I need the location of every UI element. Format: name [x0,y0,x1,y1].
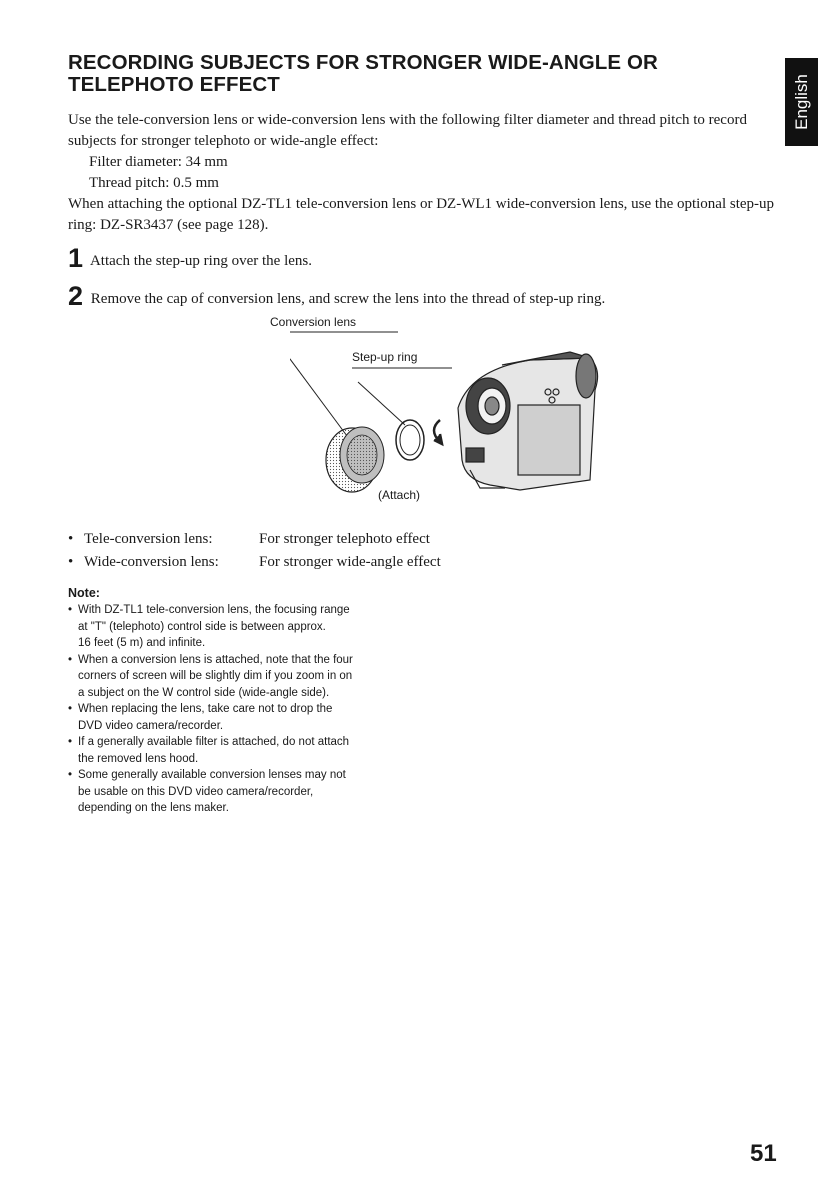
intro-paragraph: Use the tele-conversion lens or wide-conversion lens with the following filter diameter and thread pitch to record subjects for stronger telephoto or wide-angle effect: [68,112,747,149]
page-heading: RECORDING SUBJECTS FOR STRONGER WIDE-ANGLE OR TELEPHOTO EFFECT [68,51,658,96]
note-item [68,652,428,702]
bullet-icon: • [68,653,73,666]
note-text: When replacing the lens, take care not to drop the DVD video camera/recorder. [78,703,333,732]
step-2 [68,281,780,311]
note-text: If a generally available filter is attached, do not attach the removed lens hood. [78,736,350,765]
step-up-ring-icon [396,420,424,460]
lens-type-term: Wide-conversion lens: [84,554,219,570]
leader-lines [290,332,452,440]
bullet-icon: • [68,554,74,570]
note-item [68,602,428,652]
bullet-icon: • [68,769,73,781]
step-number: 2 [68,281,84,311]
note-title: Note: [68,586,100,600]
lens-type-term: Tele-conversion lens: [84,531,213,547]
step-text: Remove the cap of conversion lens, and screw the lens into the thread of step-up ring. [90,291,606,307]
lens-attachment-illustration [290,330,630,500]
attach-arrow-icon [434,420,442,444]
bullet-icon: • [68,604,73,616]
step-text: Attach the step-up ring over the lens. [89,253,312,269]
note-item [68,767,428,817]
note-text: With DZ-TL1 tele-conversion lens, the focusing range at "T" (telephoto) control side is between approx. 16 feet (5 m) and infinite. [78,604,350,649]
lens-type-description: For stronger telephoto effect [259,531,430,547]
camcorder-icon [458,352,598,490]
language-tab-label: English [791,74,811,130]
step-number: 1 [68,243,84,273]
filter-diameter: Filter diameter: 34 mm [89,154,228,170]
lens-type-description: For stronger wide-angle effect [259,554,441,570]
bullet-icon: • [68,736,73,748]
thread-pitch: Thread pitch: 0.5 mm [89,175,219,191]
list-item [68,528,668,551]
notes-list [68,602,428,817]
optional-accessory-paragraph: When attaching the optional DZ-TL1 tele-conversion lens or DZ-WL1 wide-conversion lens, use the optional step-up ring: DZ-SR3437 (see page 128). [68,196,775,233]
bullet-icon: • [68,531,74,547]
note-item [68,701,428,734]
callout-attach: (Attach) [378,488,421,502]
bullet-icon: • [68,703,73,715]
note-text: Some generally available conversion lenses may not be usable on this DVD video camera/recorder, depending on the lens maker. [78,769,346,814]
note-text: When a conversion lens is attached, note that the four corners of screen will be slightly dim if you zoom in on a subject on the W control side (wide-angle side). [78,653,353,699]
step-1 [68,243,780,273]
note-item [68,734,428,767]
conversion-lens-icon [326,427,384,492]
callout-conversion-lens: Conversion lens [270,315,357,329]
lens-type-list [68,528,668,574]
callout-step-up-ring: Step-up ring [352,350,418,364]
language-tab [785,58,818,146]
list-item [68,551,668,574]
page-number: 51 [750,1140,777,1167]
